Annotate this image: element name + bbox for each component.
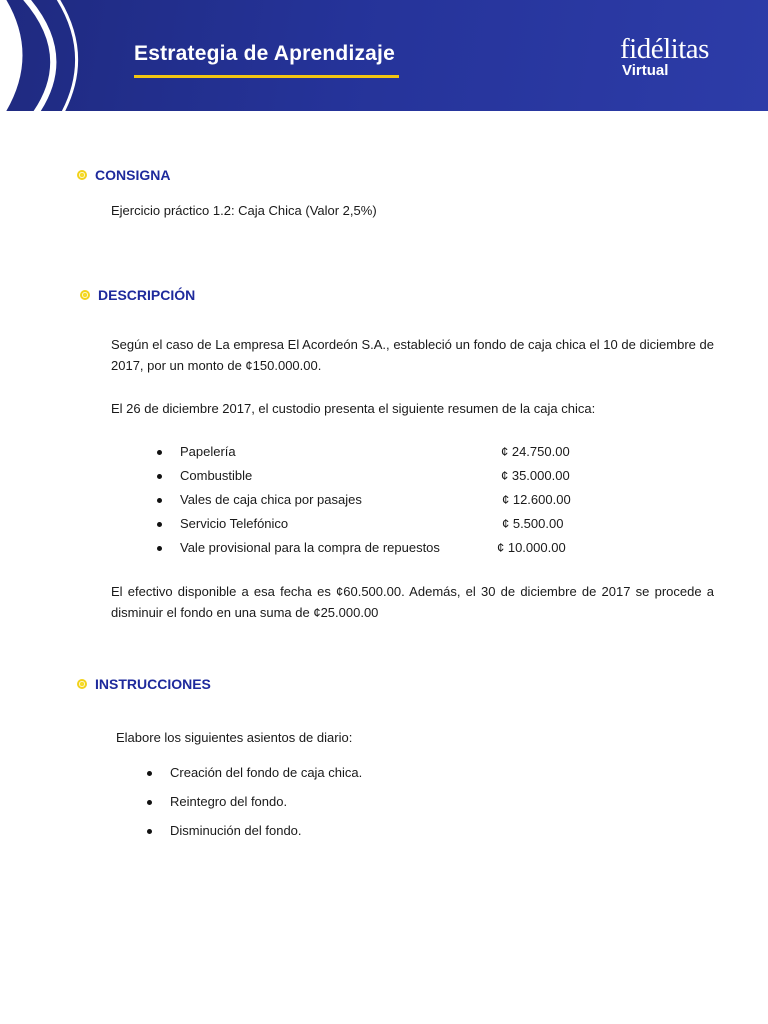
instruction-label: Creación del fondo de caja chica. bbox=[170, 765, 363, 780]
bullet-dot-icon bbox=[147, 771, 152, 776]
section-title-instrucciones: INSTRUCCIONES bbox=[95, 676, 211, 692]
title-underline bbox=[134, 75, 399, 78]
list-item bbox=[157, 488, 597, 512]
bullet-dot-icon bbox=[147, 800, 152, 805]
expense-amount: ¢ 5.500.00 bbox=[502, 516, 564, 531]
consigna-text: Ejercicio práctico 1.2: Caja Chica (Valor 2,5%) bbox=[111, 203, 377, 218]
bullet-dot-icon bbox=[157, 474, 162, 479]
expense-label: Combustible bbox=[180, 468, 253, 483]
bullet-dot-icon bbox=[157, 450, 162, 455]
expense-label: Vale provisional para la compra de repuestos bbox=[180, 540, 440, 555]
expense-list bbox=[157, 440, 597, 560]
instruction-label: Disminución del fondo. bbox=[170, 823, 302, 838]
expense-label: Vales de caja chica por pasajes bbox=[180, 492, 362, 507]
expense-amount: ¢ 10.000.00 bbox=[497, 540, 566, 555]
list-item bbox=[157, 464, 597, 488]
logo-main-text: fidélitas bbox=[620, 33, 709, 65]
instruction-label: Reintegro del fondo. bbox=[170, 794, 288, 809]
list-item bbox=[157, 512, 597, 536]
descripcion-paragraph-1: Según el caso de La empresa El Acordeón S.A., estableció un fondo de caja chica el 10 de diciembre de 2017, por un monto de ¢150.000.00. bbox=[111, 337, 714, 373]
fidelitas-logo bbox=[620, 34, 709, 78]
bullet-dot-icon bbox=[157, 546, 162, 551]
descripcion-paragraph-2: El 26 de diciembre 2017, el custodio presenta el siguiente resumen de la caja chica: bbox=[111, 401, 596, 416]
bullet-dot-icon bbox=[147, 829, 152, 834]
list-item bbox=[157, 440, 597, 464]
list-item bbox=[157, 536, 597, 560]
descripcion-paragraph-3: El efectivo disponible a esa fecha es ¢60.500.00. Además, el 30 de diciembre de 2017 se procede a disminuir el fondo en una suma de ¢25.000.00 bbox=[111, 584, 714, 620]
bullet-dot-icon bbox=[157, 522, 162, 527]
circle-bullet-icon bbox=[77, 170, 87, 180]
section-consigna bbox=[77, 167, 170, 183]
section-title-descripcion: DESCRIPCIÓN bbox=[98, 287, 196, 303]
circle-bullet-icon bbox=[77, 679, 87, 689]
expense-amount: ¢ 35.000.00 bbox=[501, 468, 570, 483]
decorative-arcs-icon bbox=[0, 0, 140, 111]
instrucciones-intro: Elabore los siguientes asientos de diario: bbox=[116, 730, 353, 745]
expense-label: Papelería bbox=[180, 444, 236, 459]
bullet-dot-icon bbox=[157, 498, 162, 503]
page-title: Estrategia de Aprendizaje bbox=[134, 42, 395, 65]
section-descripcion bbox=[80, 287, 195, 303]
expense-amount: ¢ 24.750.00 bbox=[501, 444, 570, 459]
logo-sub-text: Virtual bbox=[622, 62, 669, 79]
expense-amount: ¢ 12.600.00 bbox=[502, 492, 571, 507]
header-banner bbox=[0, 0, 768, 111]
expense-label: Servicio Telefónico bbox=[180, 516, 289, 531]
section-title-consigna: CONSIGNA bbox=[95, 167, 171, 183]
section-instrucciones bbox=[77, 676, 211, 692]
circle-bullet-icon bbox=[80, 290, 90, 300]
